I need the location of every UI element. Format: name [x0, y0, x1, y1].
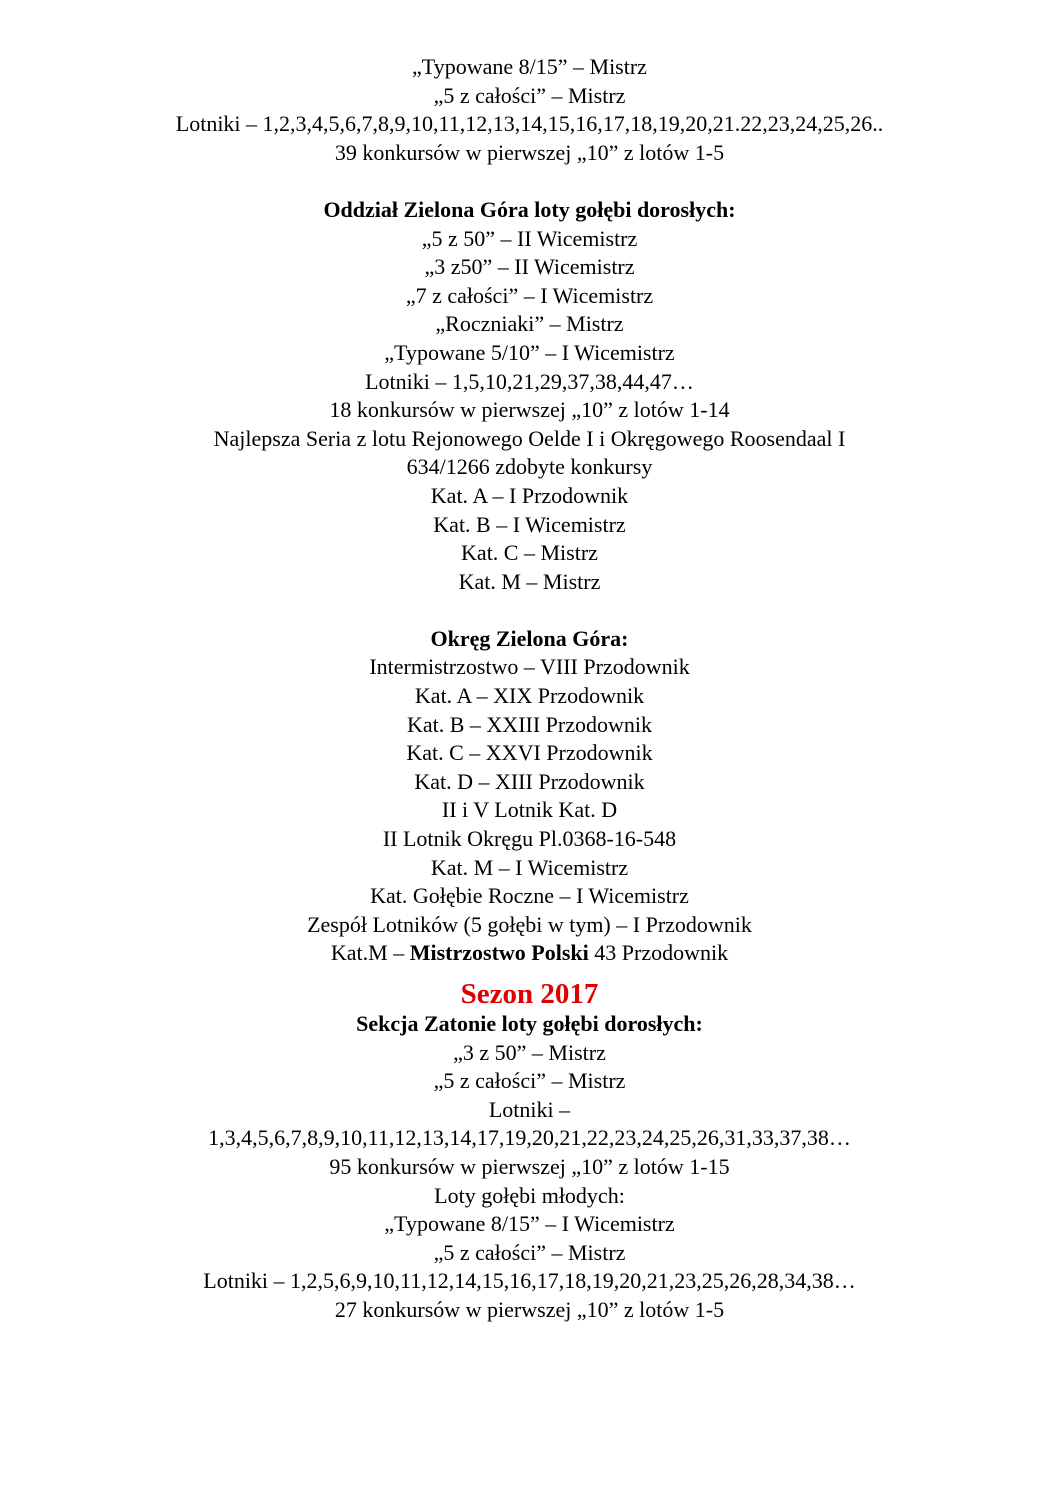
spacer [0, 596, 1059, 625]
text-line: Kat. B – I Wicemistrz [433, 511, 626, 537]
text-line: Najlepsza Seria z lotu Rejonowego Oelde I i Okręgowego Roosendaal I [213, 425, 846, 451]
text-line: Kat. A – XIX Przodownik [414, 683, 645, 709]
text-line: „3 z 50” – Mistrz [453, 1039, 606, 1065]
line-suffix: 43 Przodownik [588, 940, 729, 966]
text-line: Lotniki – 1,2,3,4,5,6,7,8,9,10,11,12,13,14,15,16,17,18,19,20,21.22,23,24,25,26.. [175, 111, 884, 137]
text-line: „5 z 50” – II Wicemistrz [421, 225, 638, 251]
text-line: „Typowane 8/15” – I Wicemistrz [384, 1211, 675, 1237]
text-line: Kat. A – I Przodownik [430, 482, 629, 508]
text-line: „Typowane 8/15” – Mistrz [412, 54, 647, 79]
text-line: Kat. C – Mistrz [461, 540, 598, 566]
text-line: Lotniki – [488, 1096, 571, 1122]
intro-section [0, 53, 1059, 167]
text-line: 18 konkursów w pierwszej „10” z lotów 1-14 [329, 397, 730, 423]
text-line-mistrzostwo [0, 939, 1059, 968]
text-line: Kat. C – XXVI Przodownik [406, 740, 653, 766]
text-line: Kat. M – Mistrz [458, 568, 601, 594]
season-section [0, 975, 1059, 1325]
text-line: Kat. B – XXIII Przodownik [406, 711, 653, 737]
line-prefix: Kat.M – [330, 940, 410, 966]
text-line: „Typowane 5/10” – I Wicemistrz [384, 339, 675, 365]
oddzial-section [0, 196, 1059, 596]
text-line: „5 z całości” – Mistrz [433, 1239, 626, 1265]
text-line: 1,3,4,5,6,7,8,9,10,11,12,13,14,17,19,20,21,22,23,24,25,26,31,33,37,38… [208, 1125, 851, 1151]
section-heading: Oddział Zielona Góra loty gołębi dorosłych: [323, 196, 736, 222]
text-line: Zespół Lotników (5 gołębi w tym) – I Przodownik [307, 911, 752, 937]
text-line: Kat. Gołębie Roczne – I Wicemistrz [370, 883, 689, 909]
text-line: 634/1266 zdobyte konkursy [406, 454, 653, 480]
okreg-section [0, 625, 1059, 968]
text-line: Lotniki – 1,5,10,21,29,37,38,44,47… [365, 368, 694, 394]
text-line: Kat. D – XIII Przodownik [414, 768, 645, 794]
season-heading: Sezon 2017 [460, 978, 599, 1010]
section-heading: Okręg Zielona Góra: [430, 625, 629, 651]
text-line: Lotniki – 1,2,5,6,9,10,11,12,14,15,16,17,18,19,20,21,23,25,26,28,34,38… [203, 1268, 856, 1294]
text-line: II i V Lotnik Kat. D [441, 797, 618, 823]
text-line: 27 konkursów w pierwszej „10” z lotów 1-5 [334, 1296, 725, 1322]
text-line: „3 z50” – II Wicemistrz [424, 254, 635, 280]
text-line: Kat. M – I Wicemistrz [430, 854, 629, 880]
mistrzostwo-polski-label: Mistrzostwo Polski [409, 940, 589, 966]
text-line: Loty gołębi młodych: [434, 1182, 625, 1208]
text-line: „Roczniaki” – Mistrz [435, 311, 624, 337]
section-heading: Sekcja Zatonie loty gołębi dorosłych: [356, 1011, 703, 1036]
text-line: II Lotnik Okręgu Pl.0368-16-548 [382, 826, 677, 852]
text-line: 95 konkursów w pierwszej „10” z lotów 1-15 [329, 1153, 730, 1179]
text-line: 39 konkursów w pierwszej „10” z lotów 1-5 [334, 139, 725, 165]
text-line: „7 z całości” – I Wicemistrz [405, 282, 654, 308]
text-line: „5 z całości” – Mistrz [433, 82, 626, 108]
spacer [0, 167, 1059, 196]
text-line: Intermistrzostwo – VIII Przodownik [369, 654, 690, 680]
text-line: „5 z całości” – Mistrz [433, 1068, 626, 1094]
